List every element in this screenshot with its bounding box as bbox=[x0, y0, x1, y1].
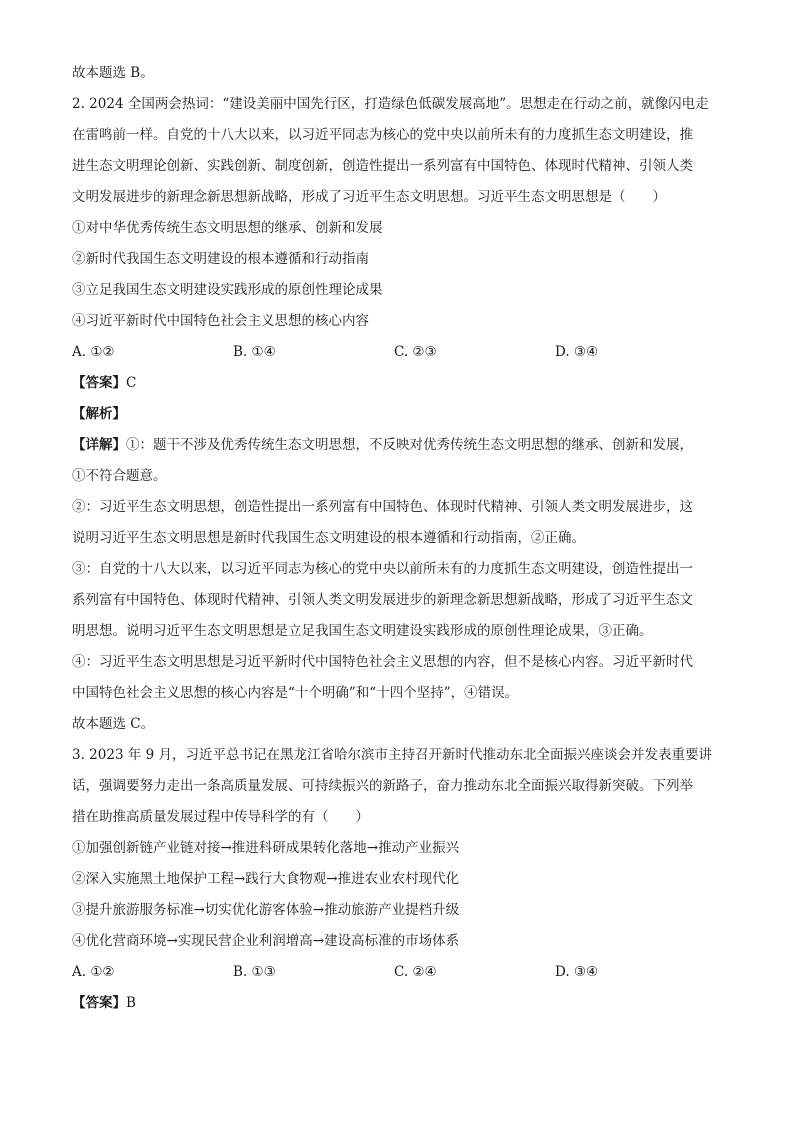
q2-stem-line: 在雷鸣前一样。自党的十八大以来，以习近平同志为核心的党中央以前所未有的力度抓生态文明建设，推 bbox=[72, 127, 693, 143]
q2-detail-line: 明思想。说明习近平生态文明思想是立足我国生态文明建设实践形成的原创性理论成果，③正确。 bbox=[72, 623, 653, 639]
q3-item: ②深入实施黑土地保护工程→践行大食物观→推进农业农村现代化 bbox=[72, 871, 460, 887]
q2-conclusion: 故本题选 C。 bbox=[72, 716, 155, 732]
q2-item: ③立足我国生态文明建设实践形成的原创性理论成果 bbox=[72, 282, 383, 298]
q2-item: ②新时代我国生态文明建设的根本遵循和行动指南 bbox=[72, 251, 369, 267]
q3-stem-line: 话，强调要努力走出一条高质量发展、可持续振兴的新路子，奋力推动东北全面振兴取得新突破。下列举 bbox=[72, 778, 693, 794]
q3-item: ①加强创新链产业链对接→推进科研成果转化落地→推动产业振兴 bbox=[72, 840, 460, 856]
q2-stem-line: 2. 2024 全国两会热词：“建设美丽中国先行区，打造绿色低碳发展高地”。思想走在行动之前，就像闪电走 bbox=[72, 96, 709, 112]
q2-option-a: A. ①② bbox=[72, 344, 115, 360]
q3-answer-value: B bbox=[126, 995, 136, 1011]
q2-detail-line: ④：习近平生态文明思想是习近平新时代中国特色社会主义思想的内容，但不是核心内容。习近平新时代 bbox=[72, 654, 693, 670]
q2-answer bbox=[72, 373, 724, 404]
q3-option-d: D. ③④ bbox=[555, 964, 599, 980]
q3-option-b: B. ①③ bbox=[233, 964, 276, 980]
document-content bbox=[72, 63, 724, 1024]
question-2 bbox=[72, 94, 724, 745]
q3-stem-line: 措在助推高质量发展过程中传导科学的有（ ） bbox=[72, 809, 369, 825]
q2-detail-line: ②：习近平生态文明思想，创造性提出一系列富有中国特色、体现时代精神、引领人类文明发展进步，这 bbox=[72, 499, 693, 515]
q1-conclusion: 故本题选 B。 bbox=[72, 65, 154, 81]
q3-item: ③提升旅游服务标准→切实优化游客体验→推动旅游产业提档升级 bbox=[72, 902, 460, 918]
q3-options bbox=[72, 962, 724, 993]
q3-answer bbox=[72, 993, 724, 1024]
q2-detail-line: ①不符合题意。 bbox=[72, 468, 167, 484]
q3-option-a: A. ①② bbox=[72, 964, 115, 980]
q2-detail-text: ①：题干不涉及优秀传统生态文明思想，不反映对优秀传统生态文明思想的继承、创新和发展， bbox=[126, 437, 693, 453]
q2-item: ④习近平新时代中国特色社会主义思想的核心内容 bbox=[72, 313, 369, 329]
q2-detail-line: 系列富有中国特色、体现时代精神、引领人类文明发展进步的新理念新思想新战略，形成了习近平生态文 bbox=[72, 592, 693, 608]
q2-stem-line: 文明发展进步的新理念新思想新战略，形成了习近平生态文明思想。习近平生态文明思想是（ ） bbox=[72, 189, 666, 205]
q2-answer-tag: 【答案】 bbox=[72, 375, 126, 391]
q2-detail-line bbox=[72, 435, 724, 466]
q3-stem-line: 3. 2023 年 9 月，习近平总书记在黑龙江省哈尔滨市主持召开新时代推动东北全面振兴座谈会并发表重要讲 bbox=[72, 747, 712, 763]
q3-answer-tag: 【答案】 bbox=[72, 995, 126, 1011]
q3-item: ④优化营商环境→实现民营企业利润增高→建设高标准的市场体系 bbox=[72, 933, 460, 949]
q3-option-c: C. ②④ bbox=[394, 964, 437, 980]
q2-option-d: D. ③④ bbox=[555, 344, 599, 360]
q2-detail-line: 中国特色社会主义思想的核心内容是“十个明确”和“十四个坚持”，④错误。 bbox=[72, 685, 519, 701]
q2-options bbox=[72, 342, 724, 373]
q2-item: ①对中华优秀传统生态文明思想的继承、创新和发展 bbox=[72, 220, 383, 236]
q2-stem-line: 进生态文明理论创新、实践创新、制度创新，创造性提出一系列富有中国特色、体现时代精神、引领人类 bbox=[72, 158, 693, 174]
q2-detail-line: ③：自党的十八大以来，以习近平同志为核心的党中央以前所未有的力度抓生态文明建设，创造性提出一 bbox=[72, 561, 693, 577]
question-3 bbox=[72, 745, 724, 1024]
q2-option-b: B. ①④ bbox=[233, 344, 276, 360]
q2-analysis-tag: 【解析】 bbox=[72, 406, 126, 422]
q2-option-c: C. ②③ bbox=[394, 344, 437, 360]
q2-detail-line: 说明习近平生态文明思想是新时代我国生态文明建设的根本遵循和行动指南，②正确。 bbox=[72, 530, 585, 546]
q2-detail-tag: 【详解】 bbox=[72, 437, 126, 453]
q2-analysis-heading bbox=[72, 404, 724, 435]
q2-answer-value: C bbox=[126, 375, 137, 391]
